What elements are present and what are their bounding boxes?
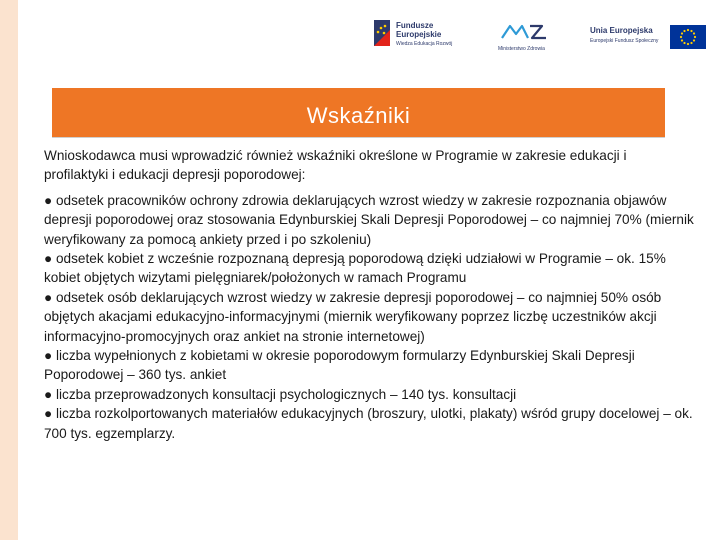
ue-logo-line1: Unia Europejska	[590, 26, 653, 35]
bullet-item	[44, 191, 694, 249]
mz-logo-caption: Ministerstwo Zdrowia	[498, 46, 545, 52]
bullet-dot: ●	[44, 289, 53, 305]
bullet-text: liczba rozkolportowanych materiałów edukacyjnych (broszury, ulotki, plakaty) wśród grupy docelowej – ok. 700 tys. egzemplarzy.	[44, 406, 693, 441]
slide-content	[44, 146, 694, 443]
bullet-text: liczba przeprowadzonych konsultacji psychologicznych – 140 tys. konsultacji	[56, 386, 517, 402]
ue-logo-line2: Europejski Fundusz Społeczny	[590, 38, 659, 44]
title-banner	[52, 88, 665, 138]
bullet-dot: ●	[44, 251, 53, 267]
bullet-dot: ●	[44, 406, 53, 422]
fundusze-europejskie-mark-icon	[372, 16, 396, 50]
unia-europejska-logo	[586, 22, 710, 54]
bullet-text: odsetek osób deklarujących wzrost wiedzy w zakresie depresji poporodowej – co najmniej 50% osób objętych akacjami edukacyjno-informacyjnymi (miernik weryfikowany poprzez liczbę uczestników akcji informacyjno-promocyjnych oraz ankiet na stronie internetowej)	[44, 289, 662, 344]
mz-wave-icon	[498, 20, 554, 44]
bullet-item	[44, 346, 694, 385]
fe-logo-line2: Europejskie	[396, 30, 442, 39]
bullet-text: odsetek kobiet z wcześnie rozpoznaną depresją poporodową dzięki udziałowi w Programie – ok. 15% kobiet objętych wizytami pielęgniarek/położonych w ramach Programu	[44, 251, 666, 286]
bullet-item	[44, 385, 694, 404]
bullet-dot: ●	[44, 192, 53, 208]
left-decor-bar	[0, 0, 18, 540]
slide-title: Wskaźniki	[306, 102, 411, 128]
bullet-text: odsetek pracowników ochrony zdrowia deklarujących wzrost wiedzy w zakresie rozpoznania objawów depresji poporodowej oraz stosowania Edynburskiej Skali Depresji Poporodowej – co najmniej 70% (miernik weryfikowany za pomocą ankiety przed i po szkoleniu)	[44, 192, 694, 247]
bullet-dot: ●	[44, 386, 53, 402]
eu-flag-icon	[670, 25, 706, 49]
bullet-dot: ●	[44, 348, 53, 364]
ministerstwo-zdrowia-logo	[498, 20, 554, 56]
bullet-item	[44, 288, 694, 346]
bullet-text: liczba wypełnionych z kobietami w okresie poporodowym formularzy Edynburskiej Skali Depresji Poporodowej – 360 tys. ankiet	[44, 348, 635, 383]
bullet-item	[44, 404, 694, 443]
bullet-item	[44, 249, 694, 288]
intro-paragraph: Wnioskodawca musi wprowadzić również wskaźniki określone w Programie w zakresie edukacji i profilaktyki i edukacji depresji poporodowej:	[44, 148, 627, 183]
logo-strip	[0, 0, 720, 75]
fundusze-europejskie-logo	[372, 16, 472, 56]
fe-logo-line1: Fundusze	[396, 21, 434, 30]
fe-logo-line3: Wiedza Edukacja Rozwój	[396, 41, 453, 47]
